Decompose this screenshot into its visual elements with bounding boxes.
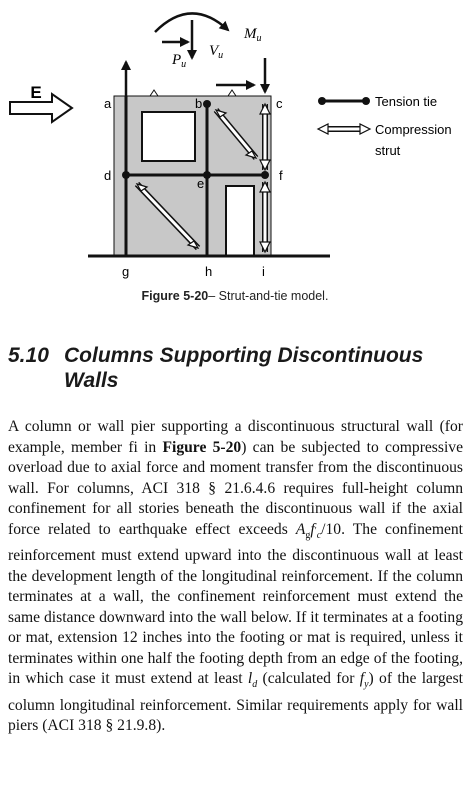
label-c: c — [276, 96, 283, 111]
figure-caption: Figure 5-20– Strut-and-tie model. — [141, 289, 329, 303]
label-i: i — [262, 264, 265, 279]
figure-reference: Figure 5-20 — [162, 438, 242, 456]
label-b: b — [195, 96, 203, 111]
break-mark-right — [228, 90, 236, 96]
label-a: a — [104, 96, 112, 111]
section-number: 5.10 — [8, 344, 49, 367]
label-Pu: $P_u$ — [172, 52, 187, 70]
label-d: d — [104, 168, 112, 183]
strut-and-tie-figure — [0, 0, 470, 290]
break-mark-left — [150, 90, 158, 96]
label-h: h — [205, 264, 213, 279]
section-heading — [8, 343, 453, 393]
legend — [318, 94, 452, 158]
legend-tension-label: Tension tie — [375, 94, 438, 109]
label-f: f — [279, 168, 283, 183]
label-e: e — [197, 176, 205, 191]
label-g: g — [122, 264, 130, 279]
legend-compression-label-2: strut — [375, 143, 401, 158]
legend-compression-label-1: Compression — [375, 122, 452, 137]
label-Vu: $V_u$ — [209, 43, 224, 61]
section-title-line1: Columns Supporting Discontinuous — [64, 344, 424, 367]
label-E: E — [30, 83, 42, 102]
section-title-line2: Walls — [64, 369, 119, 392]
window-opening — [142, 112, 195, 161]
label-Mu: $M_u$ — [244, 26, 262, 44]
body-paragraph: A column or wall pier supporting a discontinuous structural wall (for example, member fi in Figure 5-20) can be subjected to compressive overload due to axial force and moment transfer from the discontinuous wall. For columns, ACI 318 § 21.6.4.6 requires full-height column confinement for all stories beneath the discontinuous wall if the axial force related to earthquake effect exceeds $A_gf_{'c}/10$. The confinement reinforcement must extend upward into the discontinuous wall at least the development length of the longitudinal reinforcement. If the column terminates at a wall, the confinement reinforcement must extend the same distance downward into the wall below. If it terminates at a footing or mat, extension 12 inches into the footing or mat is required, unless it terminates within one half the footing depth from an edge of the footing, in which case it must extend at least $l_d$ (calculated for $f_y$) of the largest column longitudinal reinforcement. Similar requirements apply for wall piers (ACI 318 § 21.9.8). — [8, 418, 463, 735]
door-opening — [226, 186, 254, 256]
